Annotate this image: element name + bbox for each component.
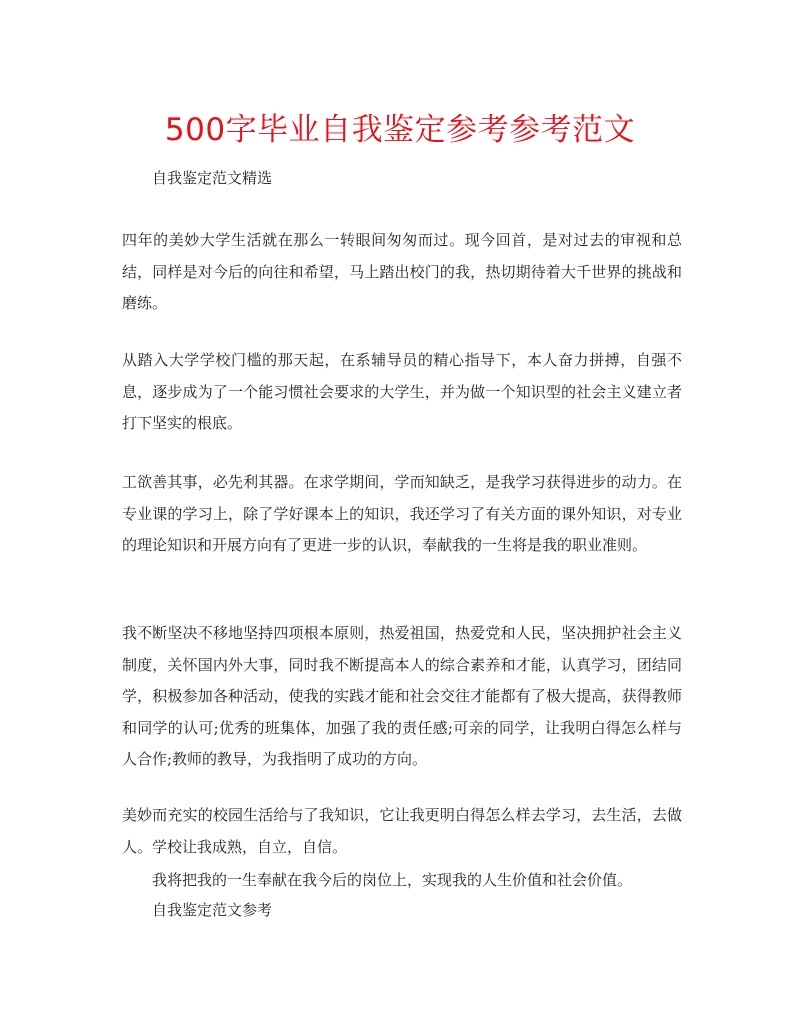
paragraph-3: 工欲善其事，必先利其器。在求学期间，学而知缺乏，是我学习获得进步的动力。在专业课的学习上，除了学好课本上的知识，我还学习了有关方面的课外知识，对专业的理论知识和开展方向有了更进一步的认识，奉献我的一生将是我的职业准则。 <box>122 473 682 554</box>
closing-line: 我将把我的一生奉献在我今后的岗位上，实现我的人生价值和社会价值。 <box>152 871 633 889</box>
footer-line: 自我鉴定范文参考 <box>152 901 273 919</box>
paragraph-2: 从踏入大学学校门槛的那天起，在系辅导员的精心指导下，本人奋力拼搏，自强不息，逐步成为了一个能习惯社会要求的大学生，并为做一个知识型的社会主义建立者打下坚实的根底。 <box>122 351 682 432</box>
paragraph-4: 我不断坚决不移地坚持四项根本原则，热爱祖国，热爱党和人民，坚决拥护社会主义制度，关怀国内外大事，同时我不断提高本人的综合素养和才能，认真学习，团结同学，积极参加各种活动，使我的实践才能和社会交往才能都有了极大提高，获得教师和同学的认可;优秀的班集体，加强了我的责任感;可亲的同学，让我明白得怎么样与人合作;教师的教导，为我指明了成功的方向。 <box>122 624 682 768</box>
document-subtitle: 自我鉴定范文精选 <box>152 169 273 187</box>
document-title: 500字毕业自我鉴定参考参考范文 <box>164 112 636 148</box>
paragraph-5: 美妙而充实的校园生活给与了我知识，它让我更明白得怎么样去学习，去生活，去做人。学校让我成熟，自立，自信。 <box>122 806 682 856</box>
paragraph-1: 四年的美妙大学生活就在那么一转眼间匆匆而过。现今回首，是对过去的审视和总结，同样是对今后的向往和希望，马上踏出校门的我，热切期待着大千世界的挑战和磨练。 <box>122 231 682 312</box>
